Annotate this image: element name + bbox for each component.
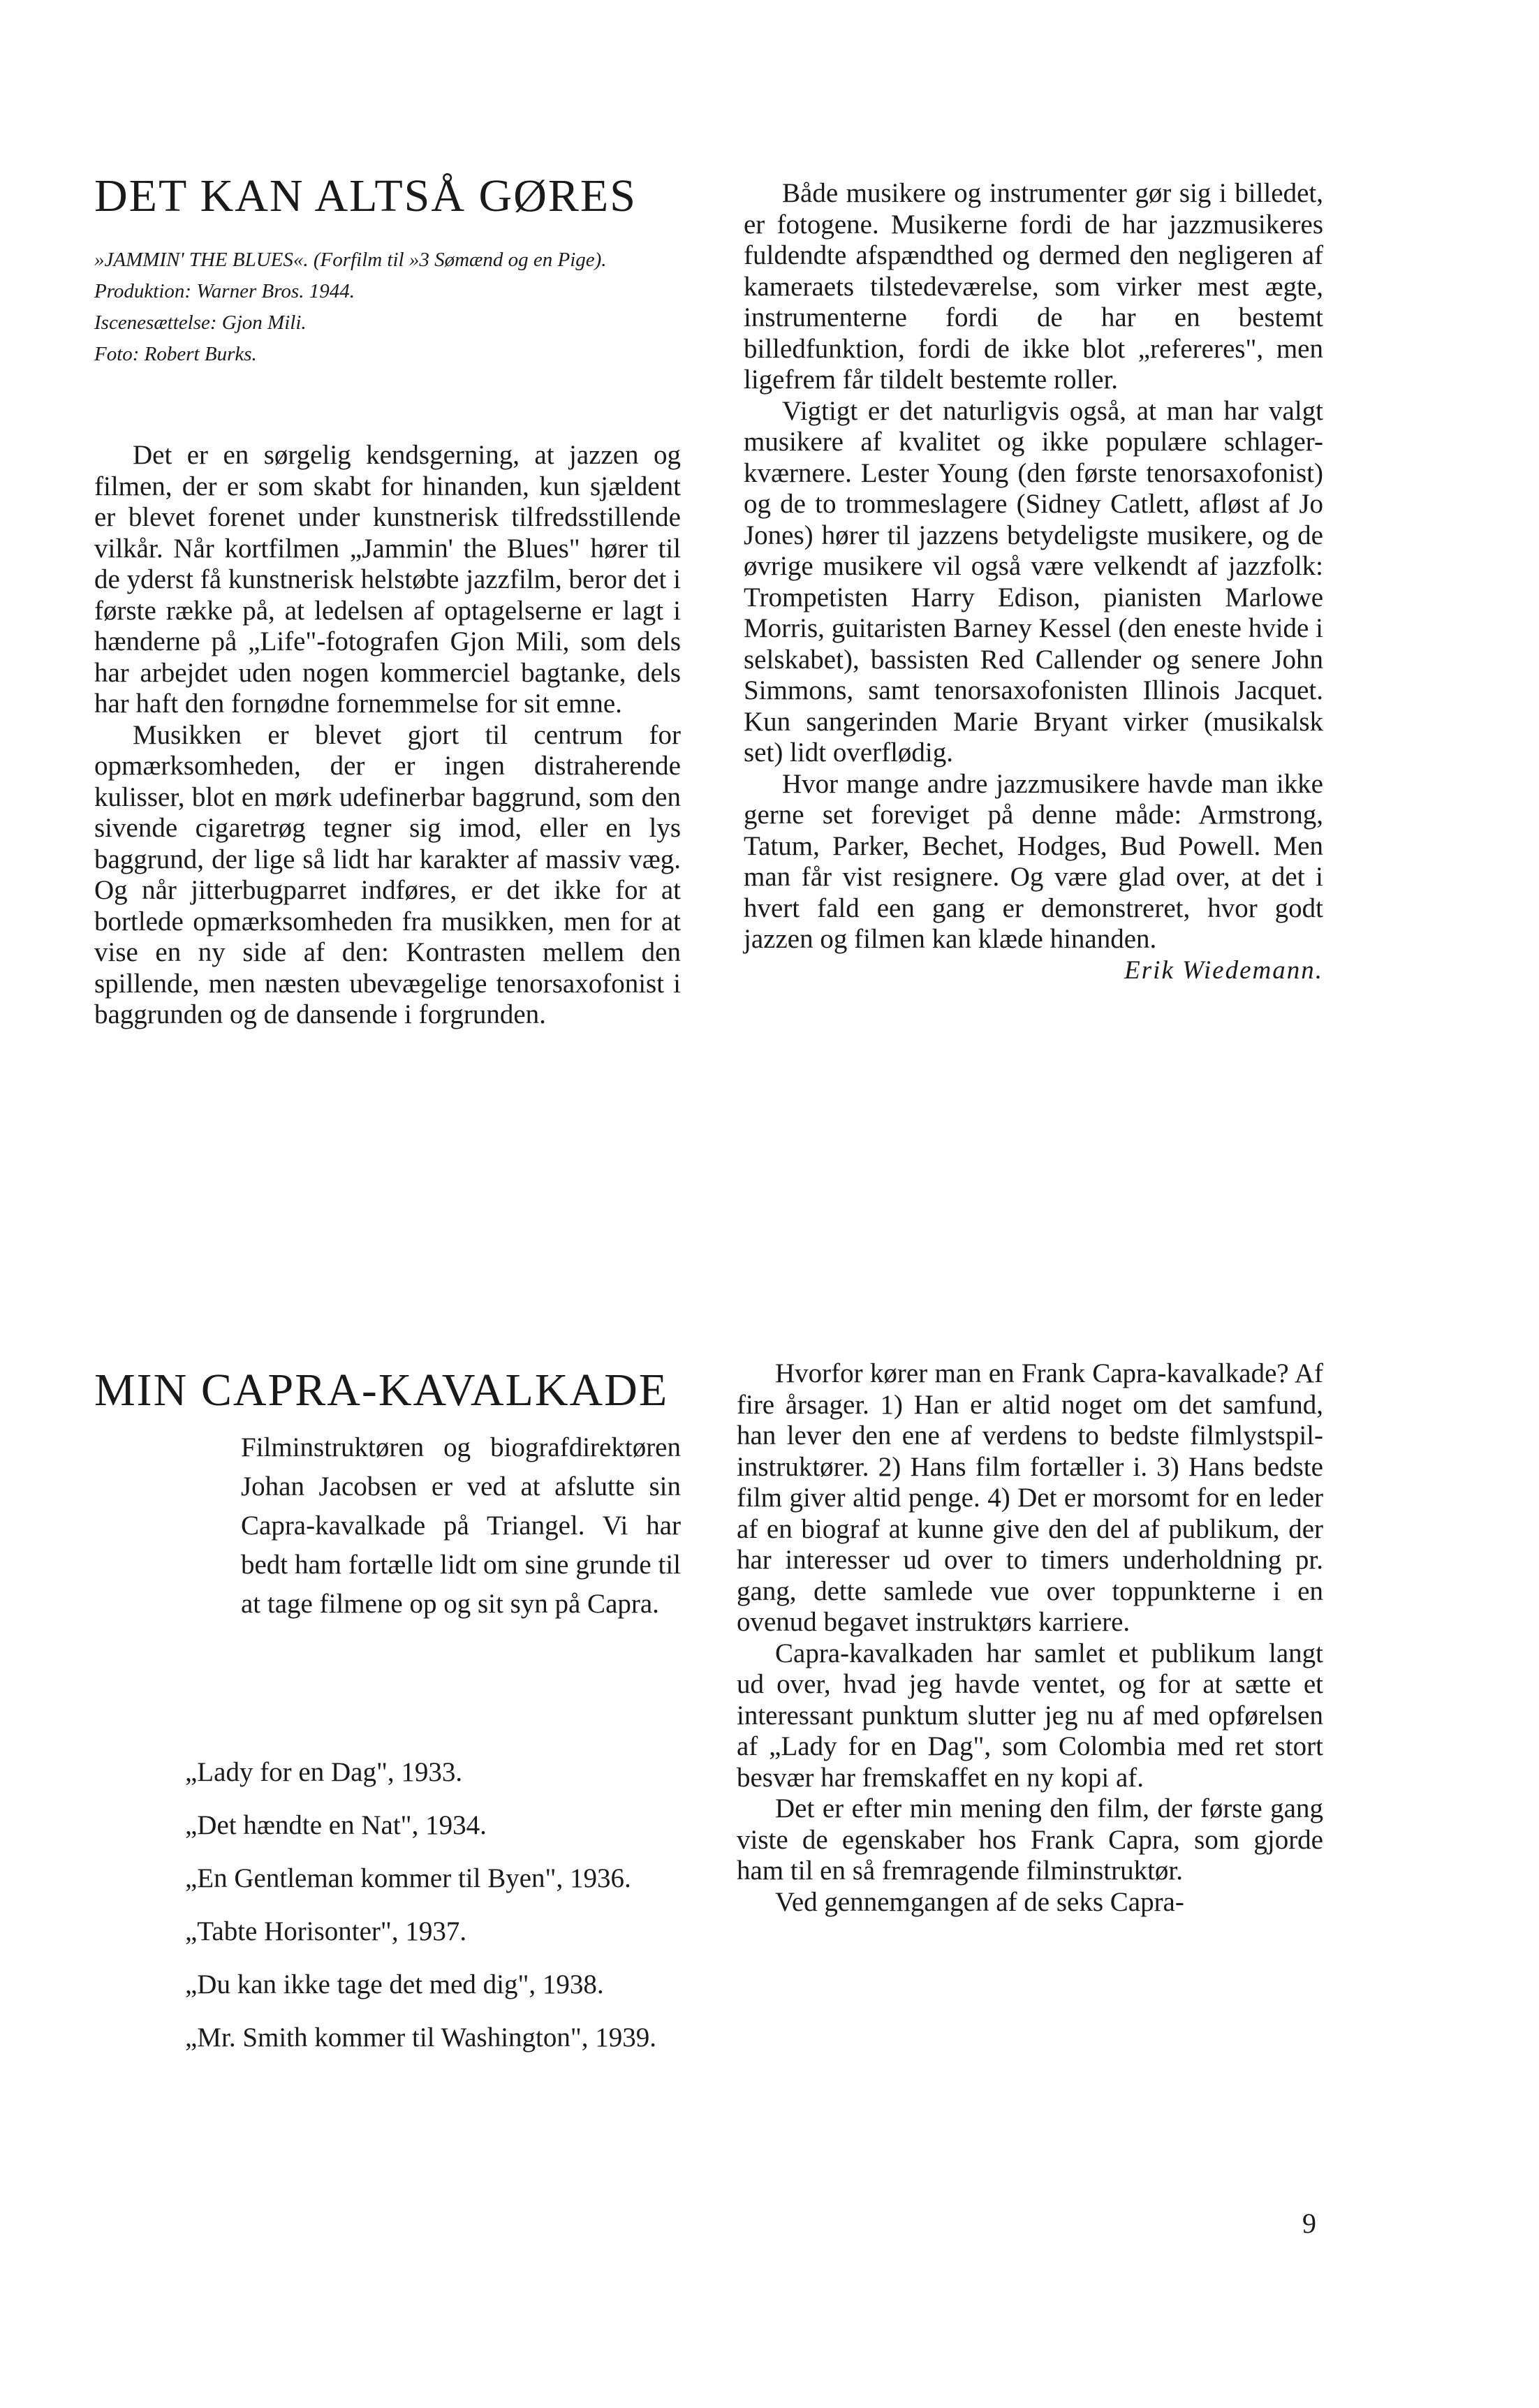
paragraph: Ved gennemgangen af de seks Capra- [775,1886,1184,1917]
film-list [185,1753,688,2071]
article1-right-column [744,178,1323,986]
paragraph: Det er efter min mening den film, der første gang viste de egenskaber hos Frank Capra, som gjorde ham til en så fremragende filminstruktør. [737,1793,1323,1886]
credit-line: Iscenesættelse: Gjon Mili. [94,311,307,334]
article2-title: MIN CAPRA-KAVALKADE [94,1365,669,1416]
credit-line: »JAMMIN' THE BLUES«. (Forfilm til »3 Sømænd og en Pige). [94,249,607,271]
article2-right-column [737,1358,1323,1918]
credit-line: Produktion: Warner Bros. 1944. [94,280,355,302]
page-number: 9 [1302,2208,1316,2239]
article1-left-column [94,440,681,1031]
paragraph: Musikken er blevet gjort til centrum for opmærksomheden, der er ingen distraherende kulisser, blot en mørk udefinerbar baggrund, som den sivende cigaretrøg tegner sig imod, eller en lys baggrund, der lige så lidt har karakter af massiv væg. Og når jitterbugparret indføres, er det ikke for at bortlede opmærksomheden fra musikken, men for at vise en ny side af den: Kontrasten mellem den spillende, men næsten ubevægelige tenorsaxofonist i baggrunden og de dansende i forgrunden. [94,719,681,1029]
list-item: „Du kan ikke tage det med dig", 1938. [185,1969,604,1999]
article2-intro: Filminstruktøren og biografdirektøren Johan Jacobsen er ved at afslutte sin Capra-kavalkade på Triangel. Vi har bedt ham fortælle lidt om sine grunde til at tage filmene op og sit syn på Capra. [241,1432,681,1619]
paragraph: Både musikere og instrumenter gør sig i billedet, er fotogene. Musikerne fordi de har jazzmusikeres fuldendte afspændthed og dermed den negligeren af kameraets tilstedeværelse, som virker mest ægte, instrumenterne fordi de har en bestemt billedfunktion, fordi de ikke blot „refereres", men ligefrem får tildelt bestemte roller. [744,178,1323,395]
film-credits [94,244,681,370]
paragraph: Hvor mange andre jazzmusikere havde man ikke gerne set foreviget på denne måde: Armstrong, Tatum, Parker, Bechet, Hodges, Bud Powell. Men man får vist resignere. Og være glad over, at det i hvert fald een gang er demonstreret, hvor godt jazzen og filmen kan klæde hinanden. [744,768,1323,954]
list-item: „En Gentleman kommer til Byen", 1936. [185,1863,631,1893]
paragraph: Det er en sørgelig kendsgerning, at jazzen og filmen, der er som skabt for hinanden, kun sjældent er blevet forenet under kunstnerisk tilfredsstillende vilkår. Når kortfilmen „Jammin' the Blues" hører til de yderst få kunstnerisk helstøbte jazzfilm, beror det i første række på, at ledelsen af optagelserne er lagt i hænderne på „Life"-fotografen Gjon Mili, som dels har arbejdet uden nogen kommerciel bagtanke, dels har haft den fornødne fornemmelse for sit emne. [94,440,681,719]
list-item: „Mr. Smith kommer til Washington", 1939. [185,2022,657,2053]
author-signature: Erik Wiedemann. [1124,955,1323,985]
credit-line: Foto: Robert Burks. [94,343,257,365]
article1-title: DET KAN ALTSÅ GØRES [94,170,637,221]
paragraph: Vigtigt er det naturligvis også, at man har valgt musikere af kvalitet og ikke populære schlager-kværnere. Lester Young (den første tenorsaxofonist) og de to trommeslagere (Sidney Catlett, afløst af Jo Jones) hører til jazzens betydeligste musikere, og de øvrige musikere vil også være velkendt af jazzfolk: Trompetisten Harry Edison, pianisten Marlowe Morris, guitaristen Barney Kessel (den eneste hvide i selskabet), bassisten Red Callender og senere John Simmons, samt tenorsaxofonisten Illinois Jacquet. Kun sangerinden Marie Bryant virker (musikalsk set) lidt overflødig. [744,395,1323,768]
list-item: „Lady for en Dag", 1933. [185,1757,463,1787]
list-item: „Det hændte en Nat", 1934. [185,1810,487,1840]
paragraph: Hvorfor kører man en Frank Capra-kavalkade? Af fire årsager. 1) Han er altid noget om det samfund, han lever den ene af verdens to bedste filmlystspil-instruktører. 2) Hans film fortæller i. 3) Hans bedste film giver altid penge. 4) Det er morsomt for en leder af en biograf at kunne give den del af publikum, der har interesser ud over to timers underholdning pr. gang, dette samlede vue over toppunkterne i en ovenud begavet instruktørs karriere. [737,1358,1323,1637]
list-item: „Tabte Horisonter", 1937. [185,1916,467,1946]
paragraph: Capra-kavalkaden har samlet et publikum langt ud over, hvad jeg havde ventet, og for at sætte et interessant punktum slutter jeg nu af med opførelsen af „Lady for en Dag", som Colombia med ret stort besvær har fremskaffet en ny kopi af. [737,1638,1323,1793]
